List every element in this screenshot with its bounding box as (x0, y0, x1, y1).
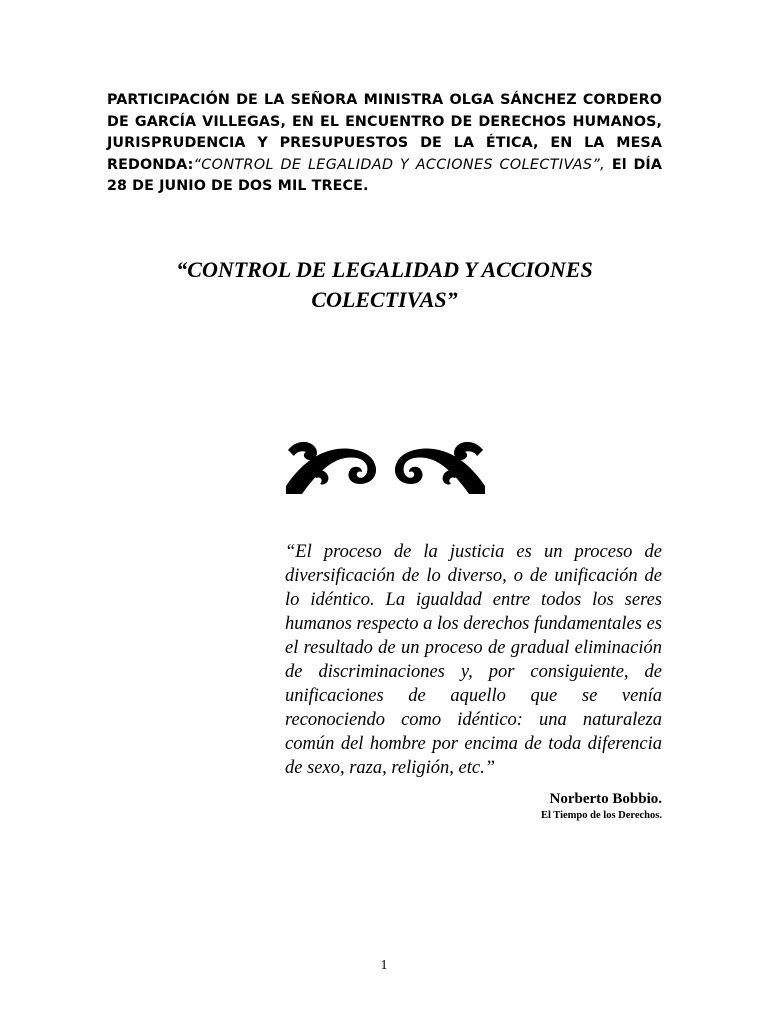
document-header (107, 90, 662, 198)
header-italic-title: “CONTROL DE LEGALIDAD Y ACCIONES COLECTIVAS”, (193, 156, 606, 173)
header-date: El DÍA 28 DE JUNIO DE DOS MIL TRECE. (107, 156, 663, 195)
epigraph-quote: “El proceso de la justicia es un proceso de diversificación de lo diverso, o de unificación de lo idéntico. La igualdad entre todos los seres humanos respecto a los derechos fundamentales es el resultado de un proceso de gradual eliminación de discriminaciones y, por consiguiente, de unificaciones de aquello que se venía reconociendo como idéntico: una naturaleza común del hombre por encima de toda diferencia de sexo, raza, religión, etc.” (285, 542, 662, 778)
fleuron-ornament-icon (278, 428, 493, 498)
quote-source: El Tiempo de los Derechos. (540, 810, 662, 821)
document-title: “CONTROL DE LEGALIDAD Y ACCIONES COLECTIVAS” (176, 257, 593, 312)
page-number: 1 (380, 958, 388, 973)
quote-author: Norberto Bobbio. (549, 791, 662, 807)
header-text: PARTICIPACIÓN DE LA SEÑORA MINISTRA OLGA SÁNCHEZ CORDERO DE GARCÍA VILLEGAS, EN EL ENCUENTRO DE DERECHOS HUMANOS, JURISPRUDENCIA Y PRESUPUESTOS DE LA ÉTICA, EN LA MESA REDONDA: (107, 92, 662, 173)
